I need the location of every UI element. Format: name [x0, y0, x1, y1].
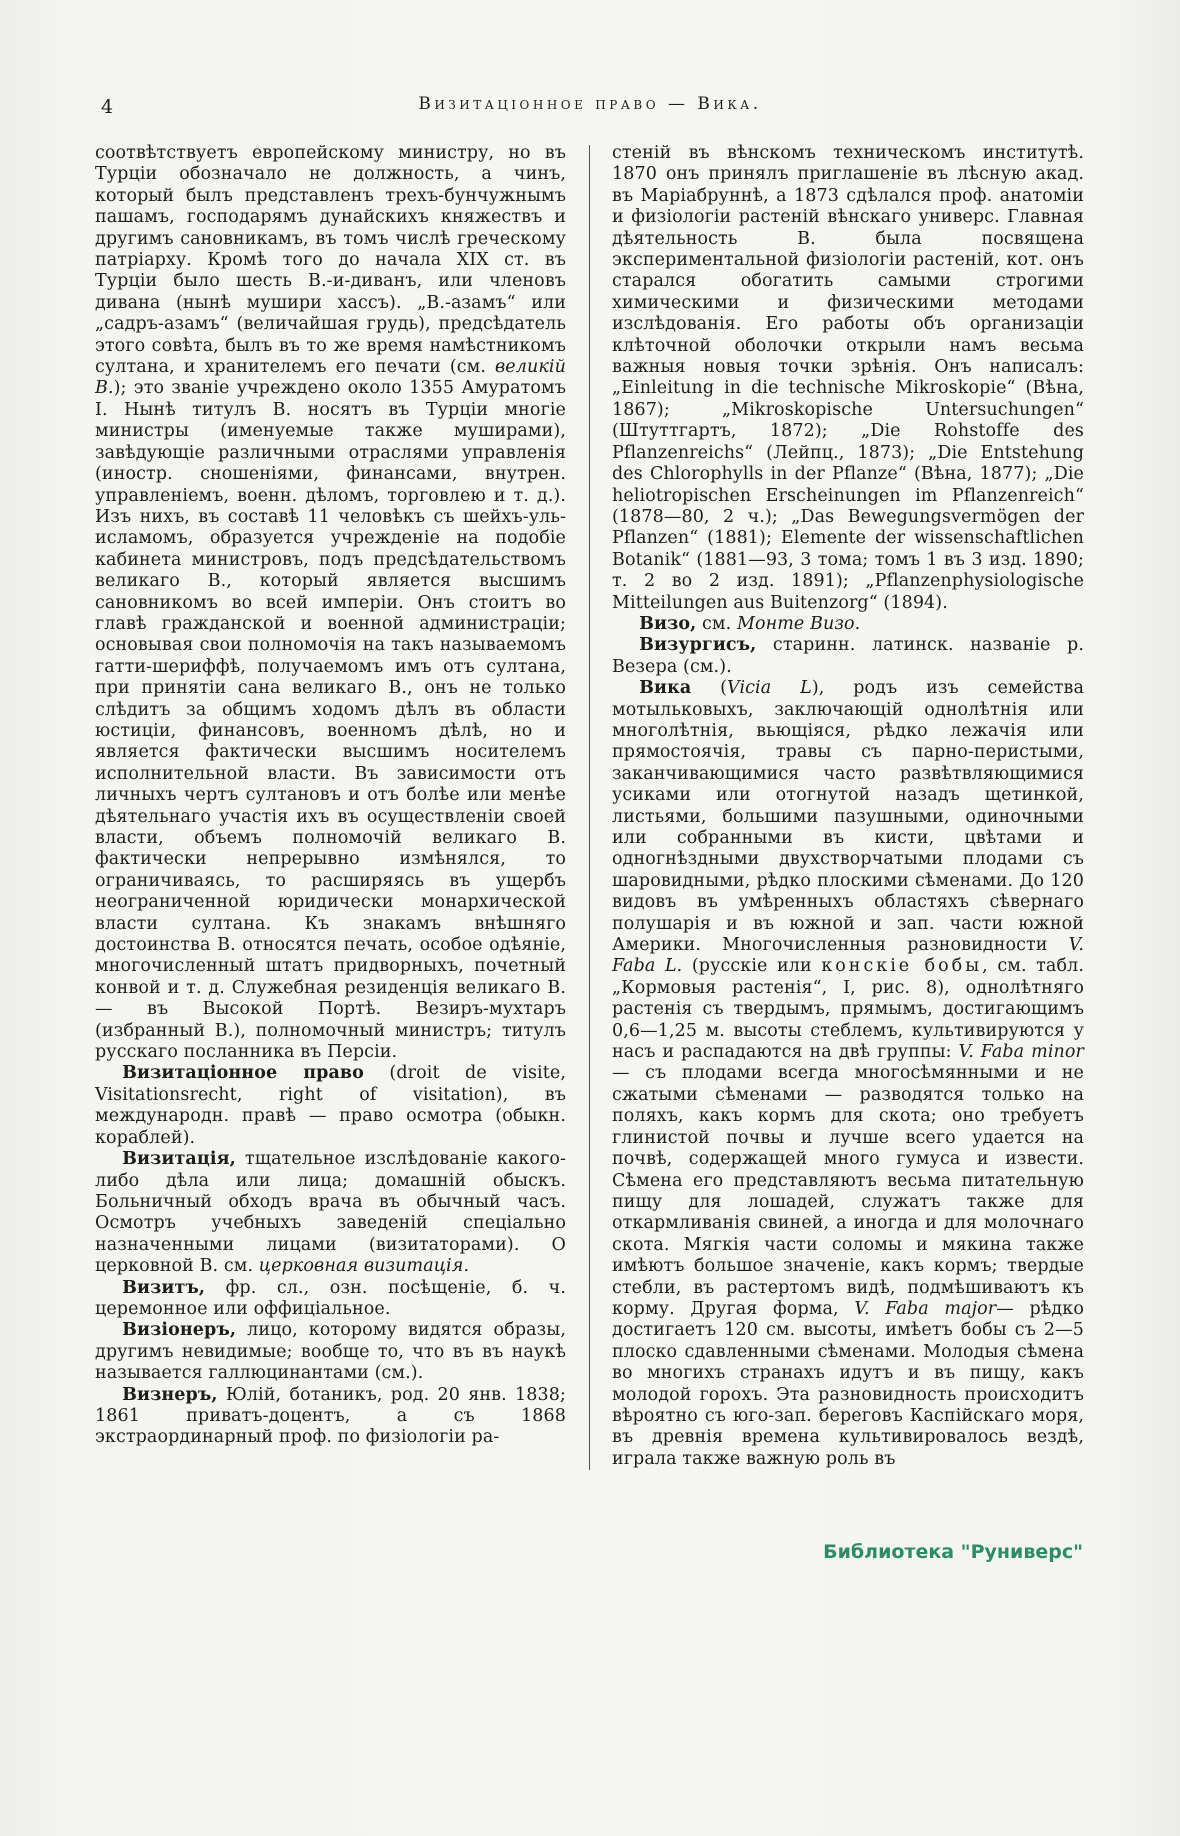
entry-paragraph: [95, 1149, 566, 1277]
text-segment: (русскіе или: [682, 956, 822, 977]
text-segment: — рѣдко достигаетъ 120 см. высоты, имѣетъ бобы съ 2—5 плоско сдавленными сѣменами. Молодыя сѣмена во многихъ странахъ идутъ и въ пищу, какъ молодой горохъ. Эта разновидность происходитъ вѣроятно съ юго-зап. береговъ Каспійскаго моря, въ древнія времена культивировалось вездѣ, играла также важную роль въ: [612, 1298, 1084, 1469]
library-watermark: Библиотека "Руниверс": [823, 1541, 1083, 1563]
entry-term: Визитъ,: [122, 1277, 206, 1298]
italic-text: V. Faba minor: [958, 1042, 1084, 1063]
page-number: 4: [101, 96, 114, 118]
text-segment: лицо, которому видятся образы, другимъ невидимые; вообще то, что въ въ наукѣ называется галлюцинантами (см.).: [95, 1320, 566, 1384]
text-segment: ), родъ изъ семейства мотыльковыхъ, заключающій однолѣтнія или многолѣтнія, вьющіяся, рѣдко лежачія или прямостоячія, травы съ парно-перистыми, заканчивающимися часто развѣтвляющимися усиками или отогнутой назадъ щетинкой, листьями, большими пазушными, одиночными или собранными въ кисти, цвѣтами и одногнѣздными двухстворчатыми плодами съ шаровидными, рѣдко плоскими сѣменами. До 120 видовъ въ умѣренныхъ областяхъ сѣвернаго полушарія и въ южной и зап. части южной Америки. Многочисленныя разновидности: [612, 678, 1084, 956]
entry-term: Визургисъ,: [639, 635, 757, 656]
italic-text: Vicia L: [727, 678, 812, 699]
text-segment: см.: [696, 613, 737, 634]
text-segment: соотвѣтствуетъ европейскому министру, но въ Турціи обозначало не должность, а чинъ, который былъ представленъ трехъ-бунчужнымъ пашамъ, господарямъ дунайскихъ княжествъ и другимъ сановникамъ, въ томъ числѣ греческому патріарху. Кромѣ того до начала XIX ст. въ Турціи было шесть В.-и-диванъ, или членовъ дивана (нынѣ мушири хассъ). „В.-азамъ“ или „садръ-азамъ“ (величайшая грудь), предсѣдатель этого совѣта, былъ въ то же время намѣстникомъ султана, и хранителемъ его печати (см.: [95, 143, 566, 378]
entry-term: Визіонеръ,: [122, 1320, 237, 1341]
right-column: [612, 143, 1084, 1470]
text-segment: тщательное изслѣдованіе какого-либо дѣла или лица; домашній обыскъ. Больничный обходъ врача въ обычный часъ. Осмотръ учебныхъ заведеній спеціально назначенными лицами (визитаторами). О церковной В. см.: [95, 1149, 566, 1277]
running-head-title: Визитаціонное право — Вика.: [418, 94, 762, 114]
text-segment: фр. сл., озн. посѣщеніе, б. ч. церемонное или оффиціальное.: [95, 1277, 566, 1319]
entry-term: Визнеръ,: [122, 1384, 218, 1405]
text-block: [95, 143, 1085, 1470]
entry-paragraph: [95, 1385, 566, 1449]
text-segment: старинн. латинск. названіе р. Везера (см.).: [612, 635, 1084, 677]
continuation-paragraph: [612, 143, 1084, 614]
text-segment: — съ плодами всегда многосѣмянными и не сжатыми сѣменами — разводятся только на поляхъ, какъ кормъ для скота; оно требуетъ глинистой почвы и лучше всего удается на почвѣ, содержащей много гумуса и извести. Сѣмена его представляютъ весьма питательную пищу для лошадей, служатъ также для откармливанія свиней, а иногда и для молочнаго скота. Мягкія части соломы и мякина также имѣютъ большое значеніе, какъ кормъ; твердые стебли, въ растертомъ видѣ, подмѣшиваютъ къ корму. Другая форма,: [612, 1063, 1084, 1319]
entry-paragraph: [95, 1063, 566, 1149]
entry-term: Визо,: [639, 613, 697, 634]
left-column: [95, 143, 566, 1470]
italic-text: V. Faba major: [854, 1298, 997, 1319]
italic-text: великій В.: [95, 357, 566, 399]
italic-text: церковная визитація.: [258, 1256, 470, 1277]
text-segment: ); это званіе учреждено около 1355 Амуратомъ I. Нынѣ титулъ В. носятъ въ Турціи многіе министры (именуемые также муширами), завѣдующіе различными отраслями управленія (иностр. сношеніями, финансами, внутрен. управленіемъ, военн. дѣломъ, торговлею и т. д.). Изъ нихъ, въ составѣ 11 человѣкъ съ шейхъ-уль-исламомъ, образуется учрежденіе на подобіе кабинета министровъ, подъ предсѣдательствомъ великаго В., который является высшимъ сановникомъ во всей имперіи. Онъ стоитъ во главѣ гражданской и военной администраціи; основывая свои полномочія на такъ называемомъ гатти-шериффѣ, получаемомъ имъ отъ султана, при принятіи сана великаго В., онъ не только слѣдитъ за общимъ ходомъ дѣлъ въ области юстиціи, финансовъ, военномъ дѣлѣ, но и является фактически высшимъ носителемъ исполнительной власти. Въ зависимости отъ личныхъ чертъ султановъ и отъ болѣе или менѣе дѣятельнаго участія ихъ въ осуществленіи своей власти, объемъ полномочій великаго В. фактически непрерывно измѣнялся, то ограничиваясь, то расширяясь въ ущербъ неограниченной юридически монархической власти султана. Къ знакамъ внѣшняго достоинства В. относятся печать, особое одѣяніе, многочисленный штатъ придворныхъ, почетный конвой и т. д. Служебная резиденція великаго В. — въ Высокой Портѣ. Везиръ-мухтаръ (избранный В.), полномочный министръ; титулъ русскаго посланника въ Персіи.: [95, 378, 566, 1063]
entry-term: Визитаціонное право: [122, 1063, 364, 1084]
text-segment: (droit de visite, Visitationsrecht, right of visitation), въ международн. правѣ — право осмотра (обыкн. кораблей).: [95, 1063, 567, 1148]
text-segment: Юлій, ботаникъ, род. 20 янв. 1838; 1861 приватъ-доцентъ, а съ 1868 экстраординарный проф. по физіологіи ра-: [95, 1384, 566, 1448]
entry-paragraph: [95, 1278, 566, 1321]
entry-term: Вика: [639, 678, 692, 699]
entry-paragraph: [612, 678, 1084, 1470]
text-segment: , см. табл. „Кормовыя растенія“, I, рис. 8), однолѣтняго растенія съ твердымъ, прямымъ, достигающимъ 0,6—1,25 м. высоты стеблемъ, культивируются у насъ и распадаются на двѣ группы:: [612, 956, 1084, 1063]
column-divider-rule: [589, 145, 590, 1470]
entry-term: Визитація,: [122, 1149, 236, 1170]
entry-paragraph: [95, 1320, 566, 1384]
continuation-paragraph: [95, 143, 566, 1063]
entry-paragraph: [612, 614, 1084, 635]
text-segment: (: [691, 678, 728, 699]
italic-text: Монте Визо.: [736, 613, 861, 634]
italic-text: V. Faba L.: [612, 935, 1084, 977]
text-segment: стеній въ вѣнскомъ техническомъ институтѣ. 1870 онъ принялъ приглашеніе въ лѣсную акад. въ Маріабруннѣ, а 1873 сдѣлался проф. анатоміи и физіологіи растеній вѣнскаго универс. Главная дѣятельность В. была посвящена экспериментальной физіологіи растеній, кот. онъ старался обогатить самыми строгими химическими и физическими методами изслѣдованія. Его работы объ организаціи клѣточной оболочки открыли намъ весьма важныя новыя точки зрѣнія. Онъ написалъ: „Einleitung in die technische Mikroskopie“ (Вѣна, 1867); „Mikroskopische Untersuchungen“ (Штуттгартъ, 1872); „Die Rohstoffe des Pflanzenreichs“ (Лейпц., 1873); „Die Entstehung des Chlorophylls in der Pflanze“ (Вѣна, 1877); „Die heliotropischen Erscheinungen im Pflanzenreich“ (1878—80, 2 ч.); „Das Bewegungsvermögen der Pflanzen“ (1881); Elemente der wissenschaftlichen Botanik“ (1881—93, 3 тома; томъ 1 въ 3 изд. 1890; т. 2 во 2 изд. 1891); „Pflanzenphysiologische Mitteilungen aus Buitenzorg“ (1894).: [612, 143, 1084, 613]
entry-paragraph: [612, 635, 1084, 678]
spaced-text: конскіе бобы: [821, 956, 983, 977]
page-header: [95, 94, 1085, 124]
